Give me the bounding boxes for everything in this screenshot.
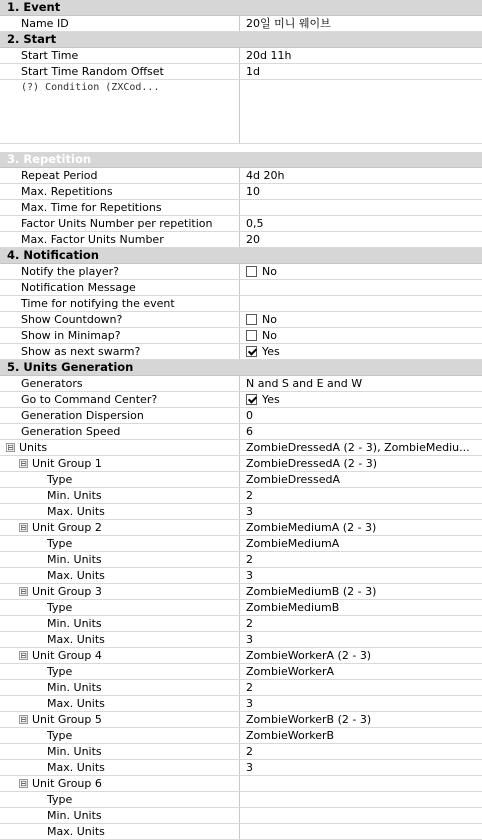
property-value[interactable]: 0,5: [246, 217, 264, 230]
property-value[interactable]: [240, 296, 482, 311]
property-label: Max. Factor Units Number: [0, 232, 240, 247]
property-label: Max. Units: [0, 504, 240, 519]
property-label: Max. Units: [0, 824, 240, 839]
property-value[interactable]: [240, 792, 482, 807]
property-label: Start Time Random Offset: [0, 64, 240, 79]
property-value[interactable]: ZombieMediumA: [246, 537, 340, 550]
section-event[interactable]: 1. Event: [0, 0, 482, 16]
property-value[interactable]: 3: [246, 697, 253, 710]
property-label: Type: [0, 600, 240, 615]
property-value[interactable]: 3: [246, 633, 253, 646]
property-label: Time for notifying the event: [0, 296, 240, 311]
property-label: Notify the player?: [0, 264, 240, 279]
condition-value-editor[interactable]: [240, 80, 482, 143]
checkbox-label: No: [262, 313, 277, 326]
property-value[interactable]: [240, 280, 482, 295]
unit-min-row[interactable]: [0, 808, 482, 824]
collapse-toggle-icon[interactable]: ⊟: [20, 587, 27, 596]
section-units-generation[interactable]: 5. Units Generation: [0, 360, 482, 376]
checkbox-checked[interactable]: [246, 346, 257, 357]
property-label: Max. Units: [0, 696, 240, 711]
unit-group-row[interactable]: [0, 712, 482, 728]
unit-type-row[interactable]: [0, 728, 482, 744]
unit-group-summary[interactable]: ZombieWorkerA (2 - 3): [246, 649, 372, 662]
unit-group-row[interactable]: [0, 648, 482, 664]
property-value[interactable]: [240, 200, 482, 215]
collapse-toggle-icon[interactable]: ⊟: [20, 523, 27, 532]
property-value[interactable]: 20: [246, 233, 260, 246]
property-row-show-minimap[interactable]: [0, 328, 482, 344]
property-row-condition[interactable]: [0, 80, 482, 144]
property-value[interactable]: 2: [246, 553, 253, 566]
property-label: Generators: [0, 376, 240, 391]
property-value[interactable]: 20d 11h: [246, 49, 292, 62]
property-label: Type: [0, 728, 240, 743]
unit-type-row[interactable]: [0, 664, 482, 680]
collapse-toggle-icon[interactable]: ⊟: [7, 443, 14, 452]
property-value[interactable]: ZombieWorkerA: [246, 665, 335, 678]
unit-group-summary[interactable]: ZombieWorkerB (2 - 3): [246, 713, 372, 726]
property-label: Type: [0, 664, 240, 679]
property-value[interactable]: ZombieDressedA: [246, 473, 341, 486]
property-label: Generation Speed: [0, 424, 240, 439]
property-label: Units: [19, 441, 48, 454]
property-label: Min. Units: [0, 616, 240, 631]
unit-group-label: Unit Group 4: [32, 649, 102, 662]
unit-min-row[interactable]: [0, 680, 482, 696]
unit-group-summary[interactable]: ZombieMediumB (2 - 3): [246, 585, 377, 598]
property-row-time-notify[interactable]: [0, 296, 482, 312]
property-value[interactable]: ZombieWorkerB: [246, 729, 335, 742]
property-label: Factor Units Number per repetition: [0, 216, 240, 231]
property-label: Show as next swarm?: [0, 344, 240, 359]
property-row-message[interactable]: [0, 280, 482, 296]
property-value[interactable]: 3: [246, 761, 253, 774]
property-value[interactable]: N and S and E and W: [246, 377, 363, 390]
collapse-toggle-icon[interactable]: ⊟: [20, 715, 27, 724]
property-label: Start Time: [0, 48, 240, 63]
property-row-units[interactable]: [0, 440, 482, 456]
property-value[interactable]: ZombieMediumB: [246, 601, 340, 614]
checkbox[interactable]: [246, 266, 257, 277]
property-row-name-id[interactable]: [0, 16, 482, 32]
checkbox-label: No: [262, 329, 277, 342]
unit-max-row[interactable]: [0, 824, 482, 840]
property-value[interactable]: [240, 808, 482, 823]
checkbox[interactable]: [246, 314, 257, 325]
property-label: Min. Units: [0, 552, 240, 567]
unit-min-row[interactable]: [0, 744, 482, 760]
checkbox-label: Yes: [262, 393, 280, 406]
unit-type-row[interactable]: [0, 472, 482, 488]
unit-max-row[interactable]: [0, 568, 482, 584]
property-label: Min. Units: [0, 488, 240, 503]
property-label: Show Countdown?: [0, 312, 240, 327]
property-row-factor-per-rep[interactable]: [0, 216, 482, 232]
unit-max-row[interactable]: [0, 504, 482, 520]
property-row-speed[interactable]: [0, 424, 482, 440]
section-repetition[interactable]: 3. Repetition: [0, 152, 482, 168]
property-row-next-swarm[interactable]: [0, 344, 482, 360]
property-row-max-time[interactable]: [0, 200, 482, 216]
unit-type-row[interactable]: [0, 536, 482, 552]
property-value[interactable]: 3: [246, 569, 253, 582]
property-label: Type: [0, 472, 240, 487]
unit-min-row[interactable]: [0, 488, 482, 504]
property-row-show-countdown[interactable]: [0, 312, 482, 328]
property-value[interactable]: [240, 824, 482, 839]
unit-max-row[interactable]: [0, 760, 482, 776]
property-label: Repeat Period: [0, 168, 240, 183]
property-label: Min. Units: [0, 808, 240, 823]
collapse-toggle-icon[interactable]: ⊟: [20, 459, 27, 468]
property-label: Show in Minimap?: [0, 328, 240, 343]
section-notification[interactable]: 4. Notification: [0, 248, 482, 264]
spacer: [0, 144, 482, 152]
unit-group-label: Unit Group 2: [32, 521, 102, 534]
unit-group-label: Unit Group 3: [32, 585, 102, 598]
unit-group-summary[interactable]: ZombieDressedA (2 - 3): [246, 457, 378, 470]
unit-group-label: Unit Group 1: [32, 457, 102, 470]
unit-group-row[interactable]: [0, 520, 482, 536]
property-label: Type: [0, 792, 240, 807]
property-row-random-offset[interactable]: [0, 64, 482, 80]
property-label: Min. Units: [0, 744, 240, 759]
property-row-dispersion[interactable]: [0, 408, 482, 424]
unit-type-row[interactable]: [0, 600, 482, 616]
unit-min-row[interactable]: [0, 616, 482, 632]
property-value[interactable]: 4d 20h: [246, 169, 285, 182]
property-row-generators[interactable]: [0, 376, 482, 392]
property-row-max-factor[interactable]: [0, 232, 482, 248]
unit-group-label: Unit Group 6: [32, 777, 102, 790]
collapse-toggle-icon[interactable]: ⊟: [20, 779, 27, 788]
unit-group-summary[interactable]: ZombieMediumA (2 - 3): [246, 521, 377, 534]
property-row-start-time[interactable]: [0, 48, 482, 64]
property-label: Type: [0, 536, 240, 551]
property-value[interactable]: 2: [246, 745, 253, 758]
property-value[interactable]: 0: [246, 409, 253, 422]
property-value[interactable]: 6: [246, 425, 253, 438]
property-row-repeat-period[interactable]: [0, 168, 482, 184]
property-label: (?) Condition (ZXCod...: [0, 80, 240, 143]
checkbox-label: No: [262, 265, 277, 278]
property-label: Name ID: [0, 16, 240, 31]
property-label: Max. Units: [0, 760, 240, 775]
property-row-max-repetitions[interactable]: [0, 184, 482, 200]
section-start[interactable]: 2. Start: [0, 32, 482, 48]
property-label: Max. Units: [0, 632, 240, 647]
property-label: Max. Repetitions: [0, 184, 240, 199]
property-label: Max. Units: [0, 568, 240, 583]
property-row-go-command-center[interactable]: [0, 392, 482, 408]
property-value[interactable]: 10: [246, 185, 260, 198]
property-value[interactable]: ZombieDressedA (2 - 3), ZombieMediu...: [246, 441, 470, 454]
property-label: Generation Dispersion: [0, 408, 240, 423]
property-label: Go to Command Center?: [0, 392, 240, 407]
property-value[interactable]: 2: [246, 681, 253, 694]
unit-group-label: Unit Group 5: [32, 713, 102, 726]
property-value[interactable]: 2: [246, 489, 253, 502]
property-value[interactable]: 20일 미니 웨이브: [246, 17, 331, 30]
unit-min-row[interactable]: [0, 552, 482, 568]
checkbox[interactable]: [246, 330, 257, 341]
unit-type-row[interactable]: [0, 792, 482, 808]
unit-max-row[interactable]: [0, 696, 482, 712]
checkbox-label: Yes: [262, 345, 280, 358]
unit-group-row[interactable]: [0, 776, 482, 792]
collapse-toggle-icon[interactable]: ⊟: [20, 651, 27, 660]
property-value[interactable]: 2: [246, 617, 253, 630]
property-row-notify-player[interactable]: [0, 264, 482, 280]
checkbox-checked[interactable]: [246, 394, 257, 405]
unit-group-row[interactable]: [0, 584, 482, 600]
property-label: Notification Message: [0, 280, 240, 295]
property-value[interactable]: 3: [246, 505, 253, 518]
property-label: Max. Time for Repetitions: [0, 200, 240, 215]
property-value[interactable]: 1d: [246, 65, 260, 78]
property-label: Min. Units: [0, 680, 240, 695]
unit-group-row[interactable]: [0, 456, 482, 472]
unit-max-row[interactable]: [0, 632, 482, 648]
unit-group-summary[interactable]: [240, 776, 482, 791]
